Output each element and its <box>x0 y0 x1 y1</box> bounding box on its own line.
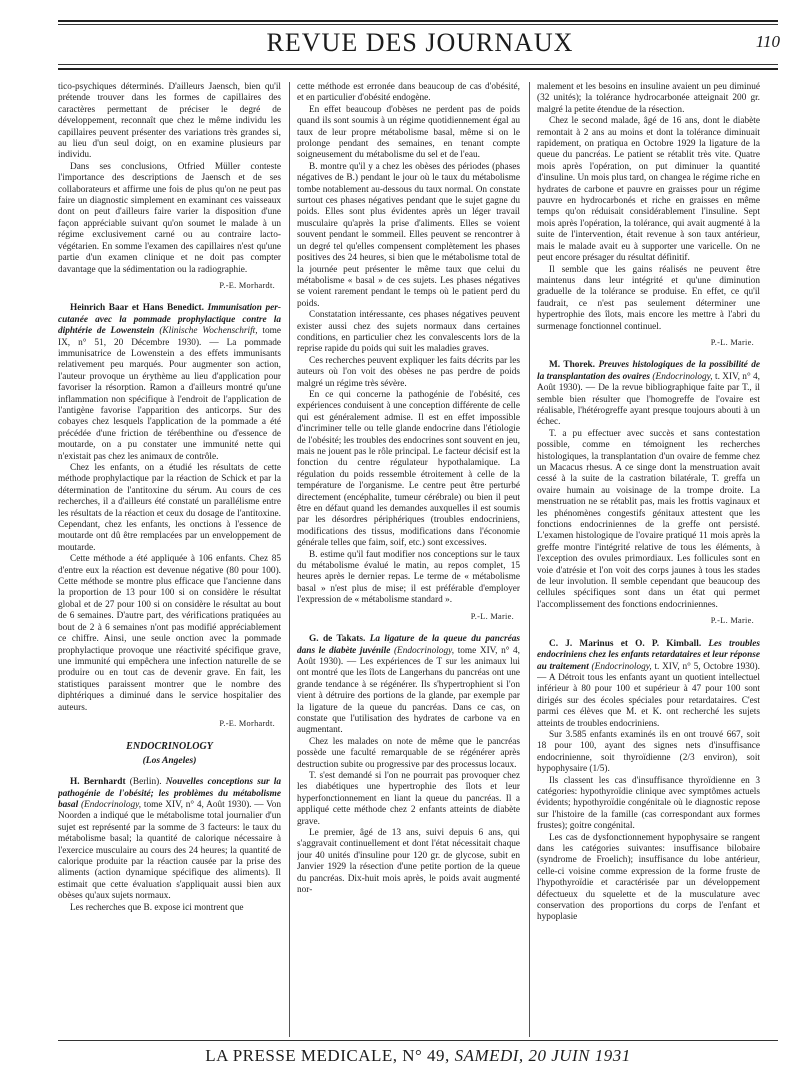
paragraph: Ces recherches peuvent expliquer les faits décrits par les auteurs où l'on voit des obèses ne pas perdre de poids malgré un régime très sévère. <box>297 355 520 389</box>
paragraph: T. a pu effectuer avec succès et sans contestation possible, comme en témoignent les recherches histologiques, la transplantation d'un ovaire de femme chez un Macacus rhesus. A ce singe dont la menstruation avait cessé à la suite de la castration bilatérale, T. greffa un ovaire humain au voisinage de la trompe droite. La menstruation ne se rétablit pas, mais les frottis vaginaux et les phénomènes congestifs génitaux attestent que les fonctions endocriniennes de la greffe ont persisté. L'examen histologique de l'ovaire pratiqué 11 mois après la greffe montre l'intégrité relative de tous les éléments, à l'exception des ovules primordiaux. Les follicules sont en voie d'atrésie et l'on voit des corps jaunes à tous les stades de leur involution. Il semble cependant que beaucoup des cellules spécifiques sont dans un état qui permet l'accomplissement des fonctions endocriniennes. <box>537 428 760 610</box>
page-title: REVUE DES JOURNAUX <box>266 28 574 57</box>
article-title: Nouvelles conceptions sur la pathogénie de l'obésité; les problèmes du métabolisme basal <box>58 777 281 810</box>
paragraph: Chez les enfants, on a étudié les résultats de cette méthode prophylactique par la réaction de Schick et par la détermination de l'antitoxine du sérum. Au cours de ces recherches, il a d'ailleurs été constaté un parallélisme entre les résultats de la réaction et ceux du dosage de l'antitoxine. Cependant, chez les enfants, les onctions à l'essence de moutarde ont dû être remplacées par un enveloppement de moutarde. <box>58 463 281 553</box>
article-heading <box>537 360 760 428</box>
article-signature: P.-L. Marie. <box>710 616 754 626</box>
paragraph: En effet beaucoup d'obèses ne perdent pas de poids quand ils sont soumis à un régime quotidiennement égal au taux de leur propre métabolisme basal, même si on le prolonge pendant des semaines, en tenant compte soigneusement du métabolisme du sel et de l'eau. <box>297 104 520 161</box>
author-place: (Berlin). <box>129 777 162 788</box>
section-heading: ENDOCRINOLOGY <box>126 741 213 753</box>
paragraph: Il semble que les gains réalisés ne peuvent être maintenus dans leur intégrité et qu'une diminution graduelle de la tolérance se produise. En effet, ce qu'il faudrait, ce n'est pas seulement déterminer une hypertrophie des îlots, mais encore les mettre à l'abri du surmenage fonctionnel continuel. <box>537 264 760 332</box>
article-body: tome IX, n° 51, 20 Décembre 1930). — La pommade immunisatrice de Lowenstein a des effets immunisants relativement peu marqués. Pour augmenter son action, l'auteur provoque un érythème au lieu d'application pour favoriser la résorption. Ramon a d'ailleurs montré qu'une inflammation non spécifique à l'endroit de l'application de l'antigène favorise l'apparition des anticorps. Sur des cobayes chez lesquels l'application de la pommade a été précédée d'une friction de térébenthine ou d'essence de moutarde, on a pu constater une immunité nette qui n'existait pas chez les animaux de contrôle. <box>58 326 281 462</box>
paragraph: En ce qui concerne la pathogénie de l'obésité, ces expériences conduisent à une conception différente de celle qui est généralement admise. Il est en effet impossible d'incriminer telle ou telle glande endocrine dans l'étiologie de l'obésité; les troubles des endocrines sont souvent en jeu, mais ne jouent pas le rôle principal. Le facteur décisif est la fonction du centre régulateur hypothalamique. La régulation du poids ressemble étroitement à celle de la température de l'organisme. Le centre peut être perturbé directement (encéphalite, tumeur cérébrale) ou bien il peut être en défaut quand les demandes auxquelles il est soumis par les désordres périphériques (troubles endocriniens, modifications des tissus, modifications dans l'économie générale telles que faim, soif, etc.) sont excessives. <box>297 389 520 549</box>
column-right <box>537 82 760 1037</box>
article-signature: P.-L. Marie. <box>710 337 754 347</box>
article-body: tome XIV, n° 4, Août 1930). — Von Noorden a indiqué que le métabolisme total journalier d'un sujet est représenté par la somme de 3 facteurs: le taux du métabolisme basal; la quantité de calorique nécessaire à l'exercice musculaire au cours des 24 heures; la quantité de calorique produite par la réaction causée par la prise des aliments (action dynamique spécifique des aliments). Il estimait que cette évaluation s'appliquait aussi bien aux obèses qu'aux sujets normaux. <box>58 799 281 902</box>
article-signature: P.-E. Morhardt. <box>219 280 275 290</box>
publication-day: SAMEDI, <box>454 1046 524 1065</box>
journal-name: (Endocrinology, <box>80 799 142 810</box>
paragraph: Constatation intéressante, ces phases négatives peuvent exister aussi chez des sujets normaux dans certaines conditions, en particulier chez les convalescents lors de la reprise rapide du poids qui suit les maladies graves. <box>297 310 520 355</box>
column-middle <box>297 82 520 1037</box>
journal-name: (Endocrinology, <box>591 661 652 672</box>
paragraph: Chez les malades on note de même que le pancréas possède une faculté remarquable de se régénérer après destruction subite ou progressive par des processus locaux. <box>297 736 520 770</box>
paragraph: Le premier, âgé de 13 ans, suivi depuis 6 ans, qui s'aggravait continuellement et dont l'état nécessitait chaque jour 40 unités d'insuline pour 120 gr. de glycose, subit en Janvier 1929 la résection d'une petite portion de la queue du pancréas. Dix-huit mois après, le poids avait augmenté nor- <box>297 828 520 896</box>
paragraph: Les cas de dysfonctionnement hypophysaire se rangent dans les catégories suivantes: insuffisance bilobaire (syndrome de Froelich); insuffisance du lobe antérieur, celle-ci voisine comme expression de la forme fruste de l'hypothyroïdie et caractérisée par un développement défectueux du squelette et de la musculature avec conservation des proportions du corps de l'enfant et hypoplasie <box>537 832 760 923</box>
paragraph: Dans ses conclusions, Otfried Müller conteste l'importance des descriptions de Jaensch et de ses collaborateurs et affirme une fois de plus qu'on ne peut pas faire un diagnostic simplement en examinant ces vaisseaux dont on peut d'ailleurs faire varier la disposition d'une façon appréciable suivant qu'on soumet le malade à un régime exclusivement carné ou au contraire lacto-végétarien. En somme l'examen des capillaires n'est qu'une partie d'un examen clinique et ne doit pas compter davantage que la sédimentation ou la radiographie. <box>58 161 281 275</box>
paragraph: malement et les besoins en insuline avaient un peu diminué (32 unités); la tolérance hydrocarbonée atteignait 200 gr. malgré la petite étendue de la résection. <box>537 82 760 115</box>
paragraph: Cette méthode a été appliquée à 106 enfants. Chez 85 d'entre eux la réaction est devenue négative (80 pour 100). Cette méthode se montre plus efficace que l'ancienne dans la proportion de 13 pour 100 si on considère le résultat global et de 27 pour 100 si on considère le résultat au bout de 6 semaines. D'autre part, des vérifications pratiquées au bout de 2 à 6 semaines n'ont pas modifié appréciablement ce chiffre. Ainsi, une seule onction avec la pommade prophylactique provoque une réactivité spécifique grave, une immunité qui empêchera une infection naturelle de se produire ou en tout cas de devenir grave. En fait, les statistiques paraissent montrer que le nombre des diphtériques a diminué dans le service hospitalier des auteurs. <box>58 554 281 713</box>
paragraph: Sur 3.585 enfants examinés ils en ont trouvé 667, soit 18 pour 100, ayant des signes nets d'insuffisance endocrinienne, soit thyroïdienne (2/3 environ), soit hypophysaire (1/5). <box>537 729 760 775</box>
column-divider <box>529 82 530 1037</box>
journal-name: (Klinische Wochenschrift, <box>159 326 258 337</box>
article-body: tome XIV, n° 4, Août 1930). — Les expériences de T sur les animaux lui ont montré que les îlots de Langerhans du pancréas ont une grande tendance à se régénérer. Ils s'hypertrophient si l'on vient à détruire des portions de la glande, par exemple par la ligature de la queue du pancréas. Dans ce cas, on constate que l'utilisation des hydrates de carbone va en augmentant. <box>297 645 520 736</box>
article-body: t. XIV, n° 5, Octobre 1930). — A Détroit tous les enfants ayant un quotient intellectuel inférieur à 80 pour 100 et supérieur à 47 pour 100 sont dirigés sur des écoles spéciales pour retardataires. C'est parmi ces élèves que M. et K. ont recherché les sujets atteints de troubles endocriniens. <box>537 661 760 729</box>
article-heading <box>297 634 520 737</box>
paragraph: T. s'est demandé si l'on ne pourrait pas provoquer chez les diabétiques une hypertrophie des îlots et leur hyperfonctionnement en liant la queue du pancréas. Il a appliqué cette méthode chez 2 enfants atteints de diabète grave. <box>297 770 520 827</box>
paragraph: tico-psychiques déterminés. D'ailleurs Jaensch, bien qu'il prétende trouver dans les formes de capillaires des caractères permettant de préciser le degré de développement, reconnaît que chez le même individu les capillaires peuvent présenter des variations très grandes si, au lieu d'un seul doigt, on en examine plusieurs par individu. <box>58 82 281 161</box>
article-authors: M. Thorek. <box>549 360 596 371</box>
article-title: Preuves histologiques de la possibilité de la transplantation des ovaires <box>537 360 760 382</box>
article-title: Immunisation per-cutanée avec la pommade prophylactique contre la diphtérie de Lowenstein <box>58 303 281 337</box>
footer-rule <box>58 1040 778 1041</box>
article-body: t. XIV, n° 4, Août 1930). — De la revue bibliographique faite par T., il semble bien résulter que l'homogreffe de l'ovaire est réalisable, l'hétérogreffe ayant presque toujours abouti à un échec. <box>537 371 760 428</box>
article-authors: C. J. Marinus et O. P. Kimball. <box>549 638 702 649</box>
journal-name: (Endocrinology, <box>652 371 713 382</box>
article-signature: P.-L. Marie. <box>470 611 514 621</box>
column-divider <box>289 82 290 1037</box>
article-title: Les troubles endocriniens chez les enfants retardataires et leur réponse au traitement <box>537 638 760 672</box>
article-signature: P.-E. Morhardt. <box>219 718 275 728</box>
publication-date: 20 JUIN 1931 <box>528 1046 631 1065</box>
page-number: 110 <box>755 32 780 51</box>
section-subheading: (Los Angeles) <box>142 755 197 766</box>
article-authors: H. Bernhardt <box>70 777 126 788</box>
article-authors: G. de Takats. <box>309 634 366 645</box>
article-heading <box>537 639 760 730</box>
header-rule-bottom-thick <box>58 68 778 70</box>
paragraph: Ils classent les cas d'insuffisance thyroïdienne en 3 catégories: hypothyroïdie clinique avec symptômes actuels évidents; hypothyroïdie congénitale où le diagnostic repose sur l'histoire de la famille (cas correspondant aux formes frustes); goitre congénital. <box>537 775 760 832</box>
publication-name: LA PRESSE MEDICALE, N° 49, <box>205 1046 450 1065</box>
paragraph: B. montre qu'il y a chez les obèses des périodes (phases négatives de B.) pendant le jour où le taux du métabolisme tombe notablement au-dessous du taux normal. On constate surtout ces phases négatives pendant que le sujet gagne du poids. Elles sont plus évidentes après un léger travail musculaire qu'après la prise d'aliments. Elles se voient souvent pendant le sommeil. Elles peuvent se rencontrer à un degré tel qu'elles compensent complètement les phases positives des 24 heures, si bien que le métabolisme total de la journée peut présenter le même taux que celui du métabolisme « basal » de ces sujets. Les phases négatives se voient rarement pendant le temps où le patient perd du poids. <box>297 161 520 309</box>
paragraph: cette méthode est erronée dans beaucoup de cas d'obésité, et en particulier d'obésité endogène. <box>297 82 520 104</box>
article-heading <box>58 777 281 902</box>
page-footer <box>58 1046 778 1066</box>
paragraph: Les recherches que B. expose ici montrent que <box>70 902 244 913</box>
article-authors: Heinrich Baar et Hans Benedict. <box>70 303 204 314</box>
header-rule-bottom <box>58 64 778 65</box>
column-left <box>58 82 281 1037</box>
article-title: La ligature de la queue du pancréas dans le diabète juvénile <box>297 634 520 656</box>
header-rule-top <box>58 20 778 22</box>
paragraph: Chez le second malade, âgé de 16 ans, dont le diabète remontait à 2 ans au moins et dont la tolérance diminuait rapidement, on pratiqua en Octobre 1929 la ligature de la queue du pancréas. Le patient se rétablit très vite. Quatre mois après l'opération, on put diminuer la quantité d'insuline. Un mois plus tard, on changea le régime riche en hydrates de carbone et pauvre en graisses pour un régime pauvre en hydrocarbonés et riche en graisses en même temps qu'on réduisait considérablement l'insuline. Sept mois après l'opération, la tolérance, qui avait augmenté à la suite de l'intervention, était revenue à son taux antérieur, mais le malade avait eu à supporter une varicelle. On ne peut encore présager du résultat définitif. <box>537 116 760 264</box>
article-heading <box>58 303 281 463</box>
header-rule-top-thin <box>58 24 778 25</box>
paragraph: B. estime qu'il faut modifier nos conceptions sur le taux du métabolisme évalué le matin, au repos complet, 15 heures après le dernier repas. Le terme de « métabolisme basal » n'est plus de mise; il est préférable d'employer l'expression de « métabolisme standard ». <box>297 549 520 606</box>
journal-name: (Endocrinology, <box>393 645 455 656</box>
